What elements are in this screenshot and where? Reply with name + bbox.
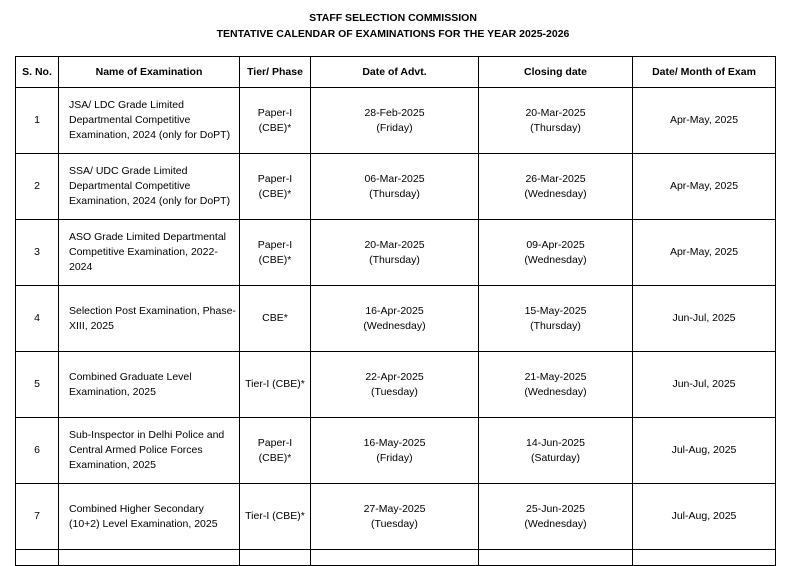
cell-tier: CBE* xyxy=(240,286,311,352)
cell-sno: 1 xyxy=(16,88,59,154)
cell-exam-month: Jul-Aug, 2025 xyxy=(633,484,776,550)
cell-empty xyxy=(59,550,240,566)
cell-exam-month: Jun-Jul, 2025 xyxy=(633,352,776,418)
cell-advt-date xyxy=(311,154,479,220)
advt-date: 20-Mar-2025 xyxy=(364,238,425,251)
commission-title: STAFF SELECTION COMMISSION xyxy=(309,12,477,24)
col-header-exam-month: Date/ Month of Exam xyxy=(633,57,776,88)
advt-day: (Tuesday) xyxy=(371,385,418,398)
closing-day: (Saturday) xyxy=(530,451,581,464)
cell-exam-name: Sub-Inspector in Delhi Police and Central Armed Police Forces Examination, 2025 xyxy=(59,418,240,484)
cell-exam-month: Apr-May, 2025 xyxy=(633,220,776,286)
cell-advt-date xyxy=(311,220,479,286)
advt-day: (Friday) xyxy=(376,121,413,134)
cell-empty xyxy=(311,550,479,566)
cell-closing-date xyxy=(479,352,633,418)
cell-closing-date xyxy=(479,418,633,484)
col-header-sno: S. No. xyxy=(16,57,59,88)
table-row xyxy=(16,352,776,418)
cell-exam-name: JSA/ LDC Grade Limited Departmental Competitive Examination, 2024 (only for DoPT) xyxy=(59,88,240,154)
advt-date: 16-Apr-2025 xyxy=(365,304,424,317)
advt-day: (Thursday) xyxy=(369,253,420,266)
closing-date: 26-Mar-2025 xyxy=(525,172,586,185)
cell-exam-month: Apr-May, 2025 xyxy=(633,154,776,220)
cell-advt-date xyxy=(311,484,479,550)
cell-tier: Paper-I (CBE)* xyxy=(240,220,311,286)
table-row xyxy=(16,418,776,484)
closing-date: 14-Jun-2025 xyxy=(526,436,585,449)
col-header-tier: Tier/ Phase xyxy=(240,57,311,88)
cell-exam-name: SSA/ UDC Grade Limited Departmental Competitive Examination, 2024 (only for DoPT) xyxy=(59,154,240,220)
closing-date: 15-May-2025 xyxy=(524,304,587,317)
table-row xyxy=(16,484,776,550)
advt-day: (Thursday) xyxy=(369,187,420,200)
cell-empty xyxy=(240,550,311,566)
cell-tier: Tier-I (CBE)* xyxy=(240,352,311,418)
col-header-name: Name of Examination xyxy=(59,57,240,88)
closing-day: (Wednesday) xyxy=(524,517,587,530)
table-row xyxy=(16,286,776,352)
cell-sno: 5 xyxy=(16,352,59,418)
cell-exam-month: Apr-May, 2025 xyxy=(633,88,776,154)
closing-day: (Wednesday) xyxy=(524,385,587,398)
cell-tier: Tier-I (CBE)* xyxy=(240,484,311,550)
cell-sno: 4 xyxy=(16,286,59,352)
calendar-title: TENTATIVE CALENDAR OF EXAMINATIONS FOR THE YEAR 2025-2026 xyxy=(216,28,570,40)
cell-advt-date xyxy=(311,88,479,154)
cell-exam-name: Combined Higher Secondary (10+2) Level Examination, 2025 xyxy=(59,484,240,550)
cell-advt-date xyxy=(311,352,479,418)
cell-closing-date xyxy=(479,484,633,550)
advt-day: (Tuesday) xyxy=(371,517,418,530)
table-row-partial xyxy=(16,550,776,566)
closing-date: 09-Apr-2025 xyxy=(526,238,585,251)
col-header-advt-date: Date of Advt. xyxy=(311,57,479,88)
col-header-closing-date: Closing date xyxy=(479,57,633,88)
closing-date: 25-Jun-2025 xyxy=(526,502,585,515)
advt-day: (Wednesday) xyxy=(363,319,426,332)
table-row xyxy=(16,220,776,286)
cell-empty xyxy=(479,550,633,566)
advt-day: (Friday) xyxy=(376,451,413,464)
advt-date: 28-Feb-2025 xyxy=(364,106,425,119)
closing-date: 21-May-2025 xyxy=(524,370,587,383)
cell-sno: 6 xyxy=(16,418,59,484)
closing-day: (Thursday) xyxy=(530,121,581,134)
cell-exam-name: Selection Post Examination, Phase-XIII, 2025 xyxy=(59,286,240,352)
cell-tier: Paper-I (CBE)* xyxy=(240,154,311,220)
cell-empty xyxy=(633,550,776,566)
table-header-row xyxy=(16,57,776,88)
closing-day: (Thursday) xyxy=(530,319,581,332)
closing-date: 20-Mar-2025 xyxy=(525,106,586,119)
cell-empty xyxy=(16,550,59,566)
advt-date: 06-Mar-2025 xyxy=(364,172,425,185)
cell-advt-date xyxy=(311,286,479,352)
cell-exam-month: Jul-Aug, 2025 xyxy=(633,418,776,484)
table-row xyxy=(16,88,776,154)
closing-day: (Wednesday) xyxy=(524,253,587,266)
advt-date: 22-Apr-2025 xyxy=(365,370,424,383)
exam-calendar-table xyxy=(15,56,776,566)
cell-sno: 3 xyxy=(16,220,59,286)
cell-sno: 2 xyxy=(16,154,59,220)
cell-sno: 7 xyxy=(16,484,59,550)
cell-exam-name: ASO Grade Limited Departmental Competitive Examination, 2022-2024 xyxy=(59,220,240,286)
cell-advt-date xyxy=(311,418,479,484)
cell-tier: Paper-I (CBE)* xyxy=(240,418,311,484)
closing-day: (Wednesday) xyxy=(524,187,587,200)
advt-date: 27-May-2025 xyxy=(363,502,426,515)
advt-date: 16-May-2025 xyxy=(363,436,426,449)
cell-exam-month: Jun-Jul, 2025 xyxy=(633,286,776,352)
cell-tier: Paper-I (CBE)* xyxy=(240,88,311,154)
cell-closing-date xyxy=(479,154,633,220)
cell-exam-name: Combined Graduate Level Examination, 2025 xyxy=(59,352,240,418)
table-row xyxy=(16,154,776,220)
cell-closing-date xyxy=(479,220,633,286)
cell-closing-date xyxy=(479,286,633,352)
cell-closing-date xyxy=(479,88,633,154)
